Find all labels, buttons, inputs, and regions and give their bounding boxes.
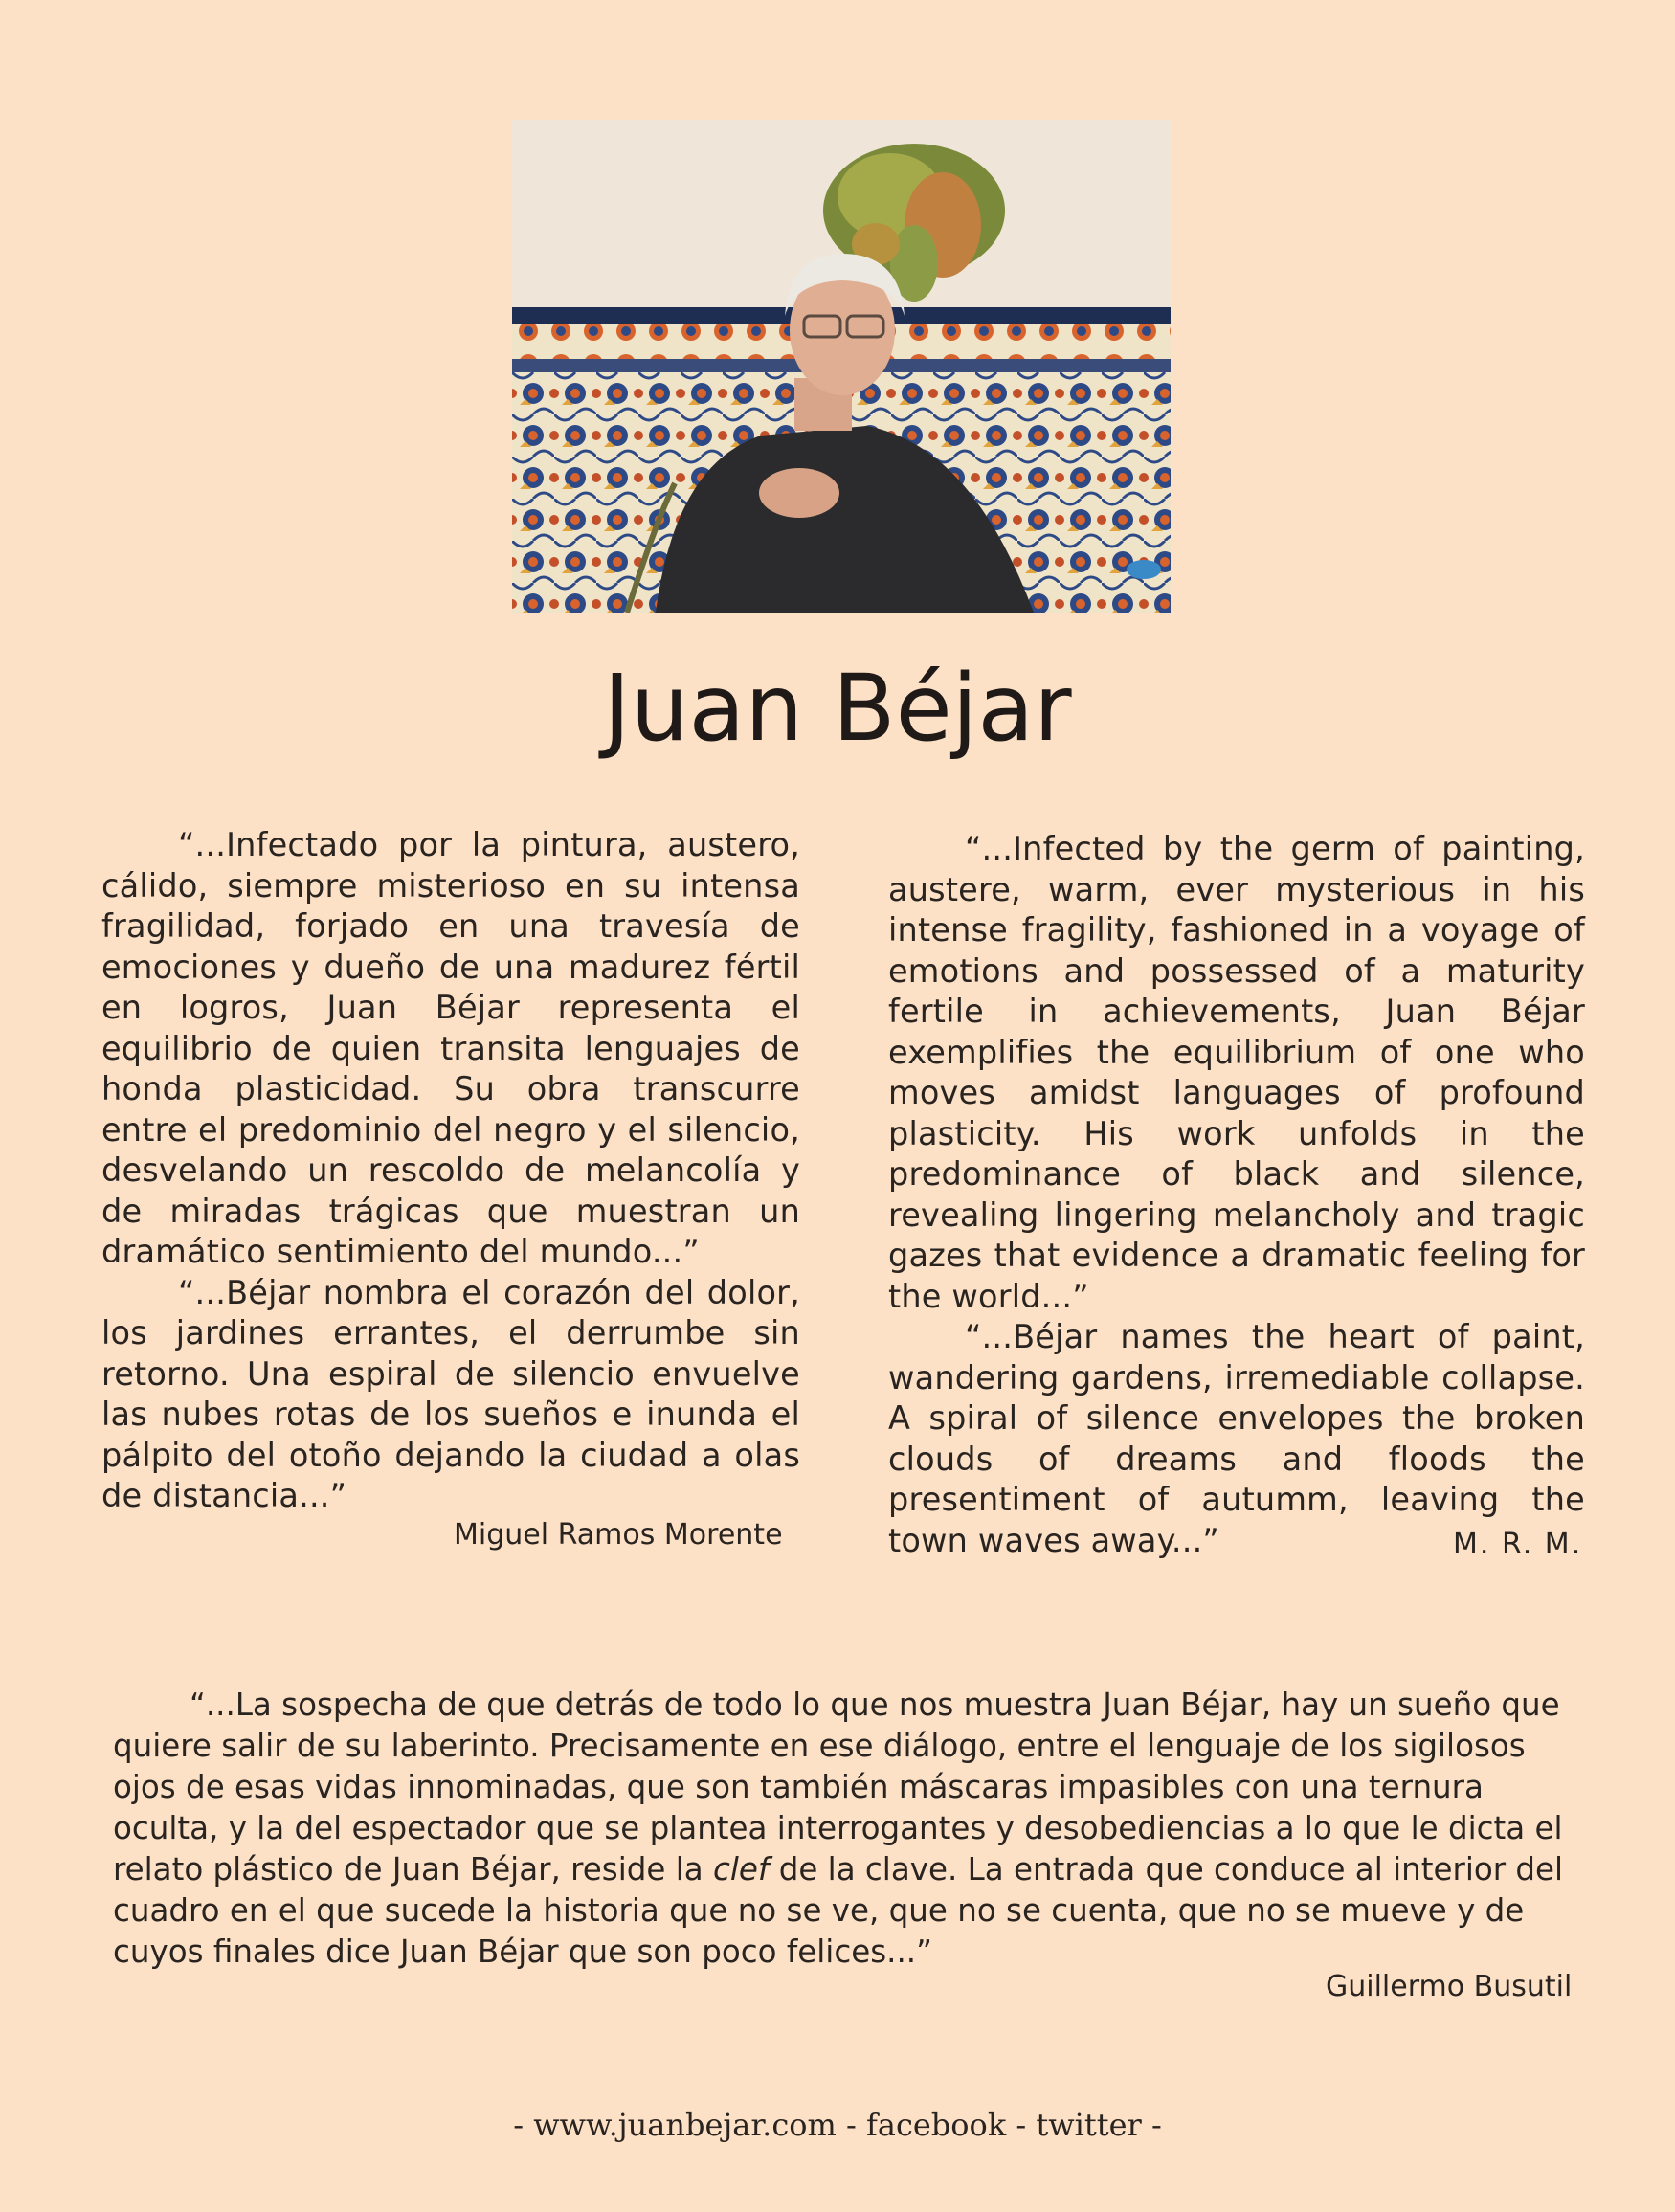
english-signature: M. R. M.: [1453, 1528, 1583, 1561]
footer-dash-left: -: [513, 2107, 525, 2143]
bottom-quote: [113, 1685, 1597, 1973]
bottom-quote-italic: clef: [713, 1851, 770, 1888]
facebook-link[interactable]: facebook: [866, 2107, 1007, 2143]
english-paragraph-1: “...Infected by the germ of painting, austere, warm, ever mysterious in his intense fragility, fashioned in a voyage of emotions and possessed of a maturity fertile in achievements, Juan Béjar exemplifies the equilibrium of one who moves amidst languages of profound plasticity. His work unfolds in the predominance of black and silence, revealing lingering melancholy and tragic gazes that evidence a dramatic feeling for the world...”: [888, 830, 1585, 1315]
spanish-column: [101, 825, 800, 1517]
bottom-signature: Guillermo Busutil: [1326, 1970, 1573, 2003]
footer-dash-right: -: [1150, 2107, 1162, 2143]
spanish-paragraph-2: “...Béjar nombra el corazón del dolor, los jardines errantes, el derrumbe sin retorno. Una espiral de silencio envuelve las nubes rotas de los sueños e inunda el pálpito del otoño dejando la ciudad a olas de distancia...”: [101, 1273, 800, 1514]
english-paragraph-2: “...Béjar names the heart of paint, wandering gardens, irremediable collapse. A spiral of silence envelopes the broken clouds of dreams and floods the presentiment of autumm, leaving the town waves away...”: [888, 1318, 1585, 1559]
footer-separator: -: [1016, 2107, 1027, 2143]
spanish-signature: Miguel Ramos Morente: [454, 1518, 783, 1552]
english-column: [888, 829, 1585, 1561]
spanish-paragraph-1: “...Infectado por la pintura, austero, cálido, siempre misterioso en su intensa fragilidad, forjado en una travesía de emociones y dueño de una madurez fértil en logros, Juan Béjar representa el equilibrio de quien transita lenguajes de honda plasticidad. Su obra transcurre entre el predominio del negro y el silencio, desvelando un rescoldo de melancolía y de miradas trágicas que muestran un dramático sentimiento del mundo...”: [101, 826, 800, 1270]
portrait-photo: [512, 120, 1171, 613]
website-link[interactable]: www.juanbejar.com: [533, 2107, 837, 2143]
bottom-quote-text-after: de la clave. La entrada que conduce al interior del cuadro en el que sucede la historia que no se ve, que no se cuenta, que no se mueve y de cuyos finales dice Juan Béjar que son poco felices...”: [113, 1851, 1564, 1970]
twitter-link[interactable]: twitter: [1036, 2107, 1142, 2143]
page-title: Juan Béjar: [603, 655, 1072, 762]
footer: [0, 2106, 1675, 2144]
footer-separator: -: [846, 2107, 857, 2143]
bottom-quote-text-before: “...La sospecha de que detrás de todo lo que nos muestra Juan Béjar, hay un sueño que quiere salir de su laberinto. Precisamente en ese diálogo, entre el lenguaje de los sigilosos ojos de esas vidas innominadas, que son también máscaras impasibles con una ternura oculta, y la del espectador que se plantea interrogantes y desobediencias a lo que le dicta el relato plástico de Juan Béjar, reside la: [113, 1687, 1563, 1888]
